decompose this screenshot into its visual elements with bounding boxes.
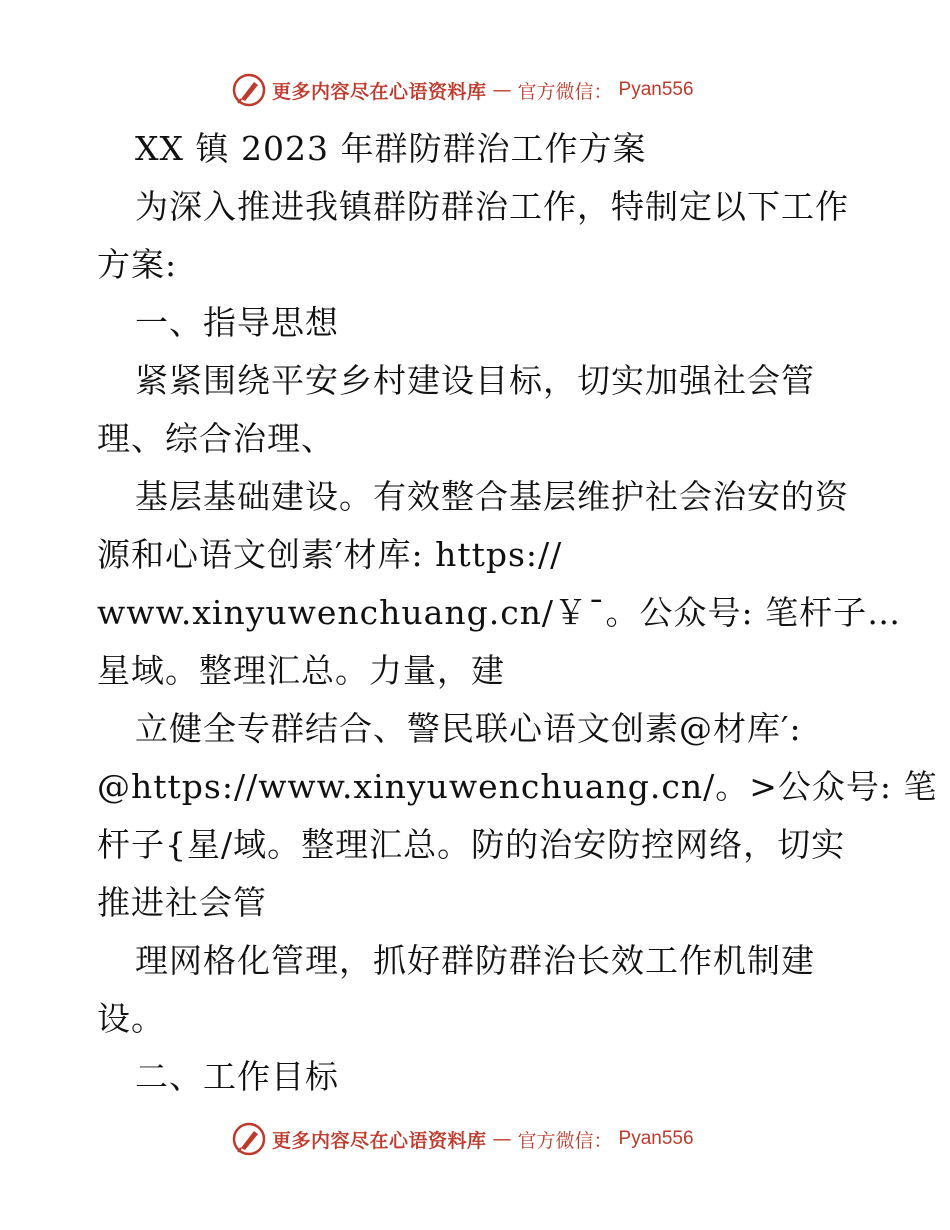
paragraph-line: 设。 [97,999,165,1038]
paragraph-line: 源和心语文创素′材库: https:// [97,535,563,574]
watermark-text: 更多内容尽在心语资料库 [272,1129,487,1152]
paragraph-line: 杆子{星/域。整理汇总。防的治安防控网络，切实 [97,825,846,864]
paragraph-line: @https://www.xinyuwenchuang.cn/。>公众号: 笔 [97,767,938,806]
section-heading: 二、工作目标 [135,1057,339,1096]
document-title: XX 镇 2023 年群防群治工作方案 [135,129,647,168]
footer-watermark-banner [232,1121,694,1157]
paragraph-line: 理、综合治理、 [97,419,335,458]
watermark-official-label: 官方微信： [517,1129,613,1152]
paragraph-line: 推进社会管 [97,883,267,922]
paragraph-line: 星域。整理汇总。力量，建 [97,651,505,690]
document-body [97,120,938,1106]
watermark-dash: — [492,1128,512,1150]
header-watermark-banner [232,72,694,108]
watermark-text: 更多内容尽在心语资料库 [272,80,487,103]
watermark-official-label: 官方微信： [517,80,613,103]
paragraph-line: 紧紧围绕平安乡村建设目标，切实加强社会管 [135,361,815,400]
quill-pen-logo-icon [232,1122,266,1156]
paragraph-line: 基层基础建设。有效整合基层维护社会治安的资 [135,477,849,516]
paragraph-line: 为深入推进我镇群防群治工作，特制定以下工作 [135,187,849,226]
watermark-dash: — [492,79,512,101]
paragraph-line: 方案: [97,245,178,284]
watermark-wechat-handle: Pyan556 [618,79,694,100]
paragraph-line: www.xinyuwenchuang.cn/￥¯。公众号: 笔杆子… [97,593,902,632]
watermark-wechat-handle: Pyan556 [618,1128,694,1149]
section-heading: 一、指导思想 [135,303,339,342]
paragraph-line: 理网格化管理，抓好群防群治长效工作机制建 [135,941,815,980]
paragraph-line: 立健全专群结合、警民联心语文创素@材库′: [135,709,802,748]
quill-pen-logo-icon [232,73,266,107]
